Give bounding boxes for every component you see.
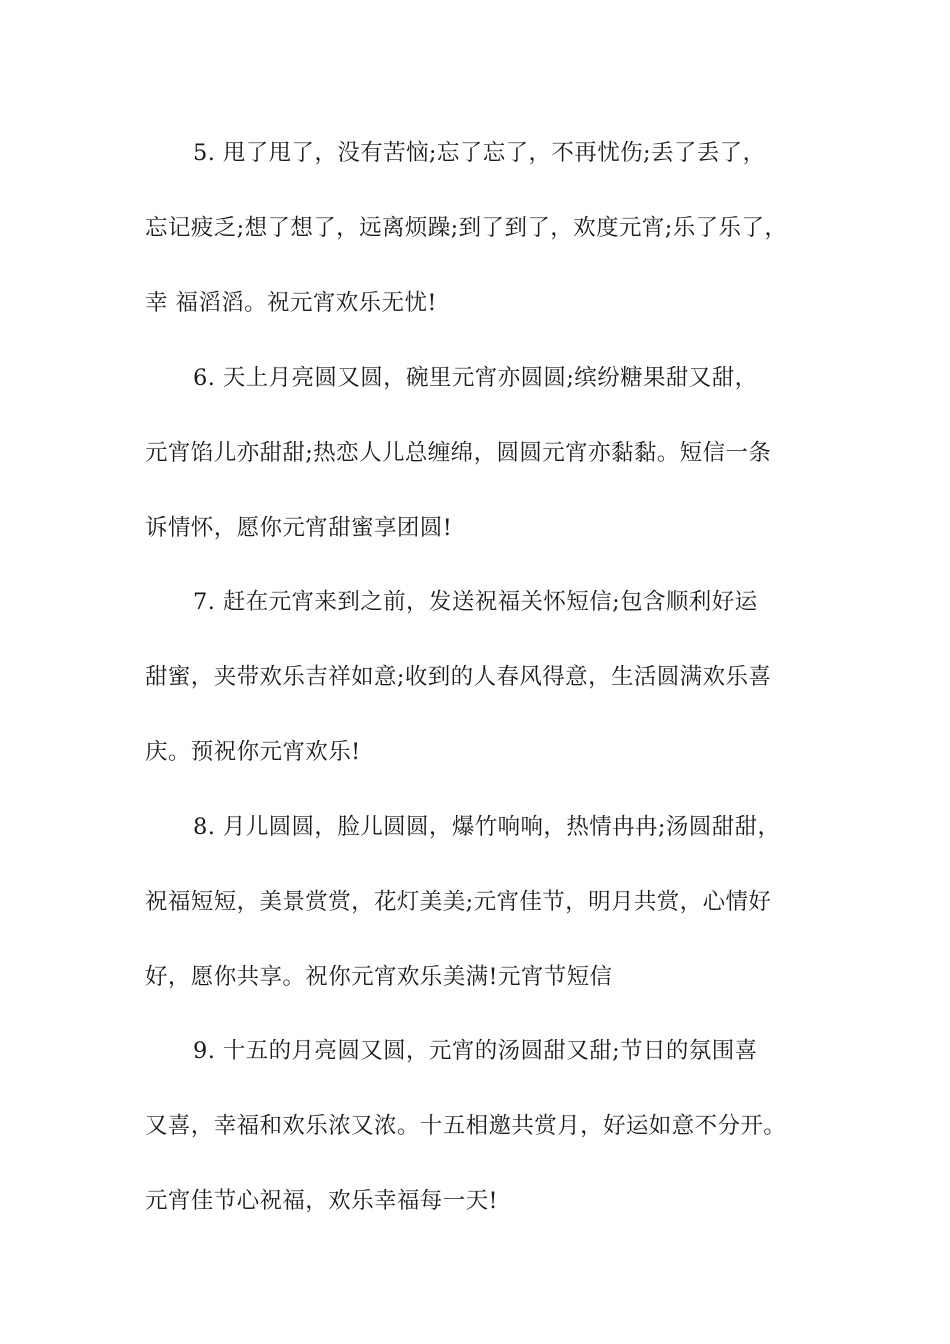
paragraph-line: 忘记疲乏;想了想了，远离烦躁;到了到了，欢度元宵;乐了乐了， — [145, 215, 788, 241]
paragraph-line: 6. 天上月亮圆又圆，碗里元宵亦圆圆;缤纷糖果甜又甜， — [193, 365, 758, 391]
paragraph-line: 又喜，幸福和欢乐浓又浓。十五相邀共赏月，好运如意不分开。 — [145, 1113, 787, 1139]
paragraph-line: 5. 甩了甩了，没有苦恼;忘了忘了，不再忧伤;丢了丢了， — [193, 140, 766, 166]
paragraph-line: 诉情怀，愿你元宵甜蜜享团圆! — [145, 515, 453, 541]
paragraph-line: 元宵佳节心祝福，欢乐幸福每一天! — [145, 1188, 498, 1214]
paragraph-7 — [145, 585, 815, 810]
paragraph-8 — [145, 810, 815, 1035]
paragraph-line: 甜蜜，夹带欢乐吉祥如意;收到的人春风得意，生活圆满欢乐喜 — [145, 664, 772, 690]
paragraph-line: 庆。预祝你元宵欢乐! — [145, 739, 361, 765]
paragraph-line: 好，愿你共享。祝你元宵欢乐美满!元宵节短信 — [145, 964, 613, 990]
paragraph-9 — [145, 1034, 815, 1259]
paragraph-line: 9. 十五的月亮圆又圆，元宵的汤圆甜又甜;节日的氛围喜 — [193, 1038, 758, 1064]
paragraph-line: 祝福短短，美景赏赏，花灯美美;元宵佳节，明月共赏，心情好 — [145, 889, 772, 915]
paragraph-5 — [145, 136, 815, 361]
paragraph-line: 元宵馅儿亦甜甜;热恋人儿总缠绵，圆圆元宵亦黏黏。短信一条 — [145, 440, 772, 466]
paragraph-line: 7. 赶在元宵来到之前，发送祝福关怀短信;包含顺利好运 — [193, 589, 758, 615]
paragraph-line: 8. 月儿圆圆，脸儿圆圆，爆竹响响，热情冉冉;汤圆甜甜， — [193, 814, 781, 840]
paragraph-line: 幸 福滔滔。祝元宵欢乐无忧! — [145, 290, 437, 316]
paragraph-6 — [145, 361, 815, 586]
